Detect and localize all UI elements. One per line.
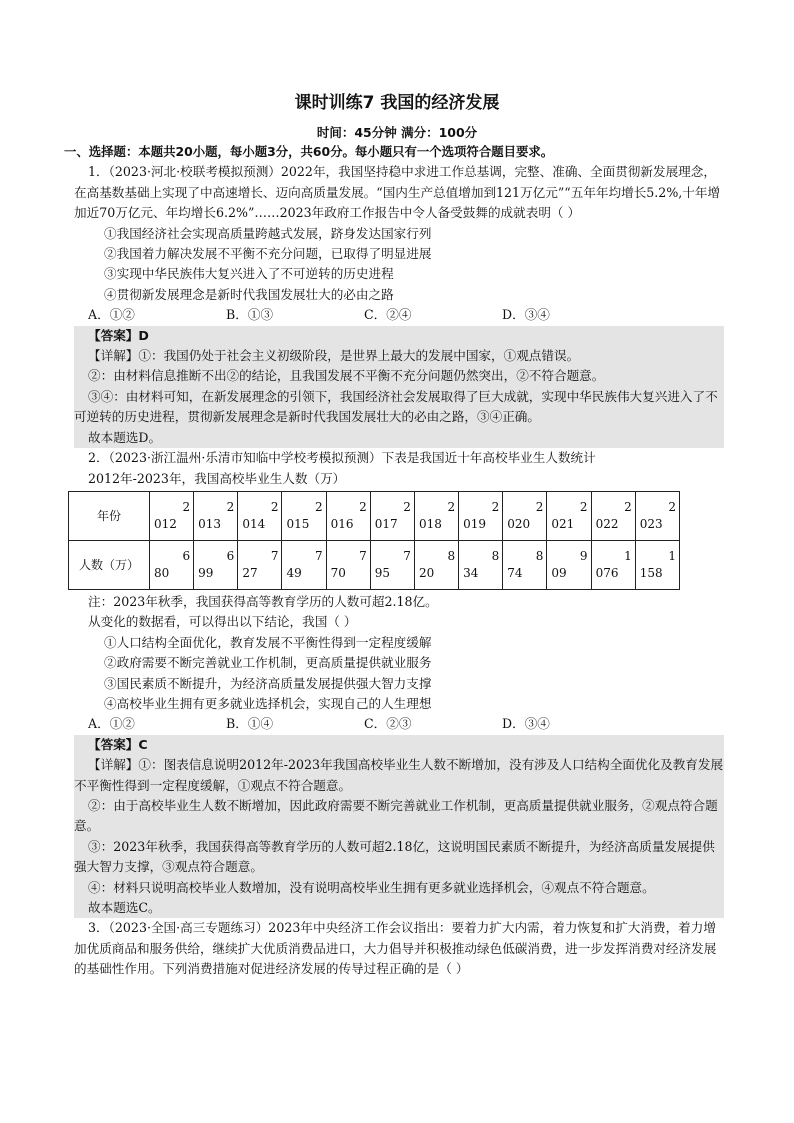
q1-choice-a[interactable]: A．①②	[88, 307, 135, 323]
q2-answer-block	[74, 735, 724, 919]
q2-explain: ④：材料只说明高校毕业人数增加，没有说明高校毕业生拥有更多就业选择机会，④观点不符合题意。	[88, 879, 655, 895]
q2-lead: 从变化的数据看，可以得出以下结论，我国（ ）	[88, 614, 357, 630]
graduates-table	[68, 491, 680, 590]
q1-explain: ③④：由材料可知，在新发展理念的引领下，我国经济社会发展取得了巨大成就，实现中华民族伟大复兴进入了不可逆转的历史进程，贯彻新发展理念是新时代我国发展壮大的必由之路，③④正确。	[74, 388, 718, 425]
q2-answer: 【答案】C	[88, 736, 148, 752]
table-row-count	[69, 540, 680, 589]
table-header-year: 年份	[69, 491, 150, 540]
table-cell: 2 012	[150, 491, 194, 540]
q1-explain: 【详解】①：我国仍处于社会主义初级阶段，是世界上最大的发展中国家，①观点错误。	[88, 348, 580, 364]
table-caption: 2012年-2023年，我国高校毕业生人数（万）	[88, 470, 346, 486]
q1-stem: 1．（2023·河北·校联考模拟预测）2022年，我国坚持稳中求进工作总基调，完整、准确、全面贯彻新发展理念，在高基数基础上实现了中高速增长、迈向高质量发展。“国内生产总值增加到121万亿元”“五年年均增长5.2%,十年增加近70万亿元、年均增长6.2%”……2023年政府工作报告中令人备受鼓舞的成就表明（ ）	[74, 164, 721, 221]
q1-option: ①我国经济社会实现高质量跨越式发展，跻身发达国家行列	[104, 225, 432, 241]
table-header-count: 人数（万）	[69, 540, 150, 589]
table-cell: 2 019	[459, 491, 503, 540]
table-cell: 2 022	[591, 491, 635, 540]
q2-explain: ③：2023年秋季，我国获得高等教育学历的人数可超2.18亿，这说明国民素质不断提升，为经济高质量发展提供强大智力支撑，③观点符合题意。	[74, 838, 715, 875]
q2-choice-d[interactable]: D．③④	[502, 716, 550, 732]
q1-choice-b[interactable]: B．①③	[226, 307, 274, 323]
table-cell: 2 020	[503, 491, 547, 540]
q2-explain: 【详解】①：图表信息说明2012年-2023年我国高校毕业生人数不断增加，没有涉及人口结构全面优化及教育发展不平衡性得到一定程度缓解，①观点不符合题意。	[74, 757, 724, 793]
table-cell: 2 015	[282, 491, 326, 540]
table-cell: 2 021	[547, 491, 591, 540]
table-cell: 2 018	[414, 491, 458, 540]
table-row-year	[69, 491, 680, 540]
table-cell: 7 95	[370, 540, 414, 589]
q2-explain: 故本题选C。	[88, 900, 161, 915]
q1-option: ④贯彻新发展理念是新时代我国发展壮大的必由之路	[104, 286, 394, 302]
table-cell: 7 27	[238, 540, 282, 589]
table-cell: 1 158	[635, 540, 679, 589]
table-cell: 6 99	[194, 540, 238, 589]
table-cell: 9 09	[547, 540, 591, 589]
table-cell: 8 20	[414, 540, 458, 589]
table-cell: 7 49	[282, 540, 326, 589]
q2-option: ③国民素质不断提升，为经济高质量发展提供强大智力支撑	[104, 675, 432, 691]
q2-option: ④高校毕业生拥有更多就业选择机会，实现自己的人生理想	[104, 695, 432, 711]
table-cell: 2 016	[326, 491, 370, 540]
content	[64, 142, 724, 980]
q2-explain: ②：由于高校毕业生人数不断增加，因此政府需要不断完善就业工作机制，更高质量提供就业服务，②观点符合题意。	[74, 797, 718, 834]
q1-answer-block	[74, 326, 724, 448]
q1-explain: 故本题选D。	[88, 429, 162, 445]
q1-choice-d[interactable]: D．③④	[502, 307, 550, 323]
exam-meta: 时间：45分钟 满分：100分	[316, 125, 478, 140]
q1-option: ③实现中华民族伟大复兴进入了不可逆转的历史进程	[104, 266, 394, 282]
table-cell: 2 023	[635, 491, 679, 540]
q1-answer: 【答案】D	[88, 327, 149, 343]
table-cell: 8 34	[459, 540, 503, 589]
table-cell: 1 076	[591, 540, 635, 589]
q2-choices	[74, 714, 724, 734]
q2-option: ①人口结构全面优化，教育发展不平衡性得到一定程度缓解	[104, 634, 432, 650]
table-cell: 6 80	[150, 540, 194, 589]
table-cell: 8 74	[503, 540, 547, 589]
q2-choice-a[interactable]: A．①②	[88, 716, 135, 732]
q1-option: ②我国着力解决发展不平衡不充分问题，已取得了明显进展	[104, 246, 432, 262]
q1-choice-c[interactable]: C．②④	[364, 307, 412, 323]
table-cell: 2 013	[194, 491, 238, 540]
table-cell: 7 70	[326, 540, 370, 589]
table-cell: 2 014	[238, 491, 282, 540]
q1-explain: ②：由材料信息推断不出②的结论，且我国发展不平衡不充分问题仍然突出，②不符合题意。	[88, 368, 605, 384]
q1-choices	[74, 305, 724, 325]
table-cell: 2 017	[370, 491, 414, 540]
q2-stem: 2．（2023·浙江温州·乐清市知临中学校考模拟预测）下表是我国近十年高校毕业生人数统计	[88, 450, 596, 466]
q3-stem: 3．（2023·全国·高三专题练习）2023年中央经济工作会议指出：要着力扩大内需，着力恢复和扩大消费，着力增加优质商品和服务供给，继续扩大优质消费品进口，大力倡导并积极推动绿色低碳消费，进一步发挥消费对经济发展的基础性作用。下列消费措施对促进经济发展的传导过程正确的是（ ）	[74, 920, 717, 977]
q2-choice-b[interactable]: B．①④	[226, 716, 274, 732]
page-title: 课时训练7 我国的经济发展	[294, 93, 500, 113]
q2-option: ②政府需要不断完善就业工作机制，更高质量提供就业服务	[104, 655, 432, 671]
section-heading: 一、选择题：本题共20小题，每小题3分，共60分。每小题只有一个选项符合题目要求。	[64, 144, 554, 159]
q2-note: 注：2023年秋季，我国获得高等教育学历的人数可超2.18亿。	[88, 593, 438, 609]
q2-choice-c[interactable]: C．②③	[364, 716, 412, 732]
